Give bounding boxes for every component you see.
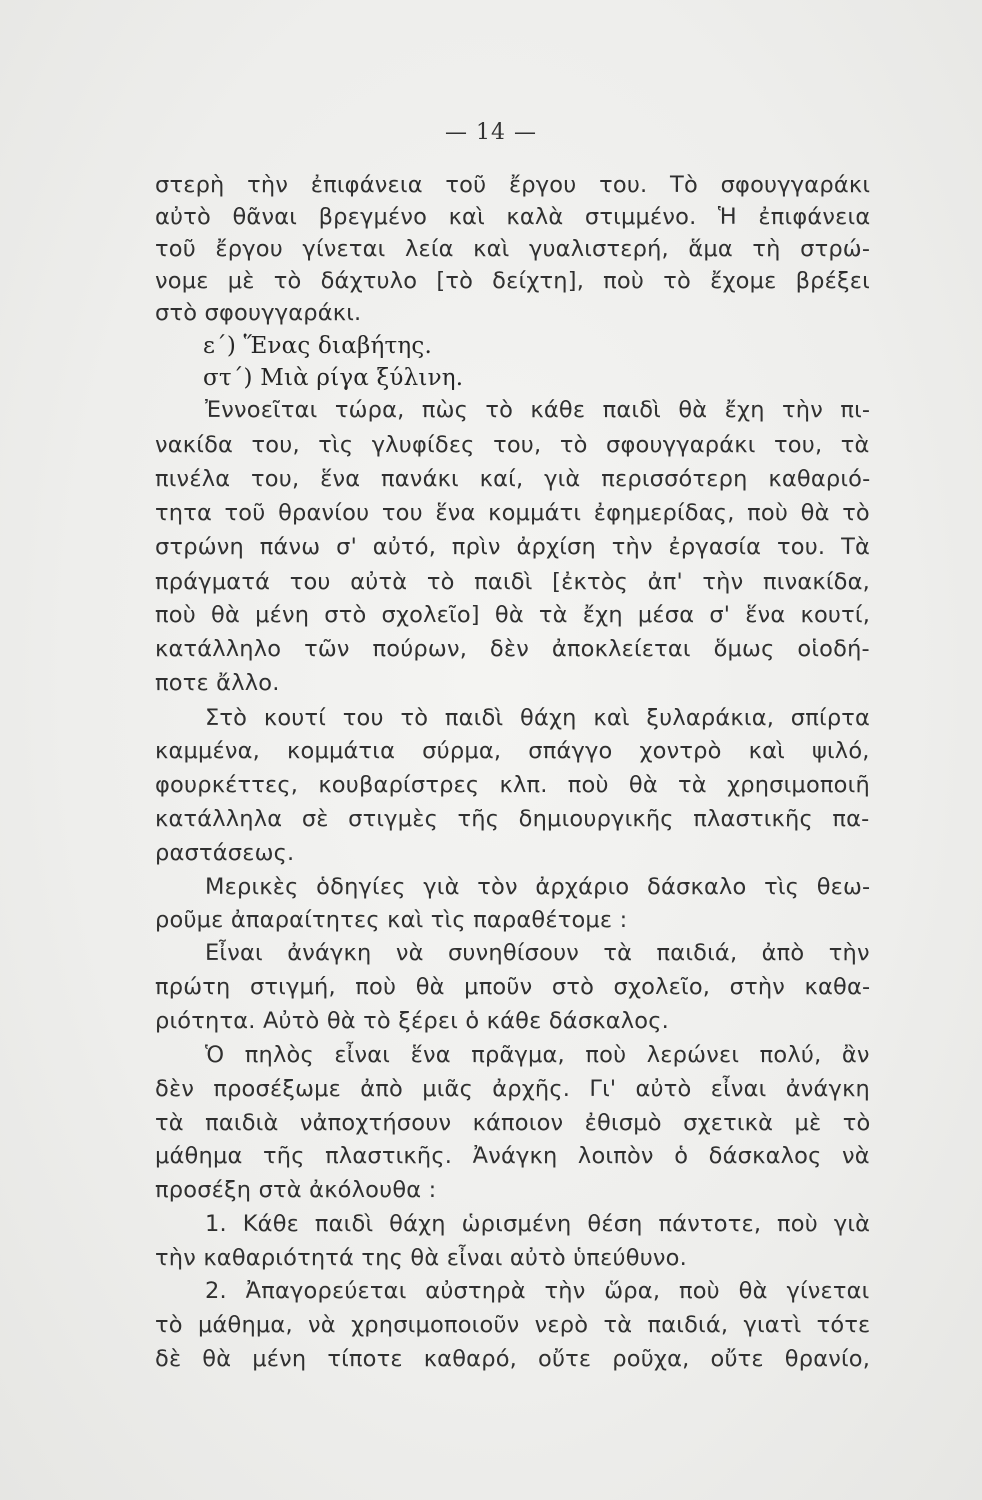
text-line: φουρκέττες, κουβαρίστρες κλπ. ποὺ θὰ τὰ χρησιμοποιῆ <box>155 772 870 798</box>
text-line: τητα τοῦ θρανίου του ἕνα κομμάτι ἐφημερίδας, ποὺ θὰ τὸ <box>155 500 870 526</box>
list-item-heading: ε΄) Ἕνας διαβήτης. <box>203 333 432 359</box>
text-line: στὸ σφουγγαράκι. <box>155 300 362 326</box>
page-number: — 14 — <box>445 120 537 145</box>
text-line: πράγματά του αὐτὰ τὸ παιδὶ [ἐκτὸς ἀπ' τὴν πινακίδα, <box>155 569 870 595</box>
text-line: τὰ παιδιὰ νἀποχτήσουν κάποιον ἐθισμὸ σχετικὰ μὲ τὸ <box>155 1110 871 1136</box>
text-line: αὐτὸ θᾶναι βρεγμένο καὶ καλὰ στιμμένο. Ἡ ἐπιφάνεια <box>155 204 871 230</box>
text-line: δὲν προσέξωμε ἀπὸ μιᾶς ἀρχῆς. Γι' αὐτὸ εἶναι ἀνάγκη <box>155 1076 870 1102</box>
text-line: κατάλληλο τῶν πούρων, δὲν ἀποκλείεται ὅμως οἱοδή- <box>155 636 870 662</box>
text-line: ραστάσεως. <box>155 840 295 866</box>
text-line: ποὺ θὰ μένη στὸ σχολεῖο] θὰ τὰ ἔχη μέσα σ' ἕνα κουτί, <box>155 602 871 628</box>
text-line: Ἐννοεῖται τώρα, πὼς τὸ κάθε παιδὶ θὰ ἔχη τὴν πι- <box>205 397 871 423</box>
text-line: τὸ μάθημα, νὰ χρησιμοποιοῦν νερὸ τὰ παιδιά, γιατὶ τότε <box>155 1312 871 1338</box>
text-line: τοῦ ἔργου γίνεται λεία καὶ γυαλιστερή, ἅμα τὴ στρώ- <box>155 236 871 262</box>
text-line: προσέξη στὰ ἀκόλουθα : <box>155 1177 437 1203</box>
text-line: Μερικὲς ὁδηγίες γιὰ τὸν ἀρχάριο δάσκαλο τὶς θεω- <box>205 874 871 900</box>
text-line: ροῦμε ἀπαραίτητες καὶ τὶς παραθέτομε : <box>155 907 628 933</box>
text-line: 2. Ἀπαγορεύεται αὐστηρὰ τὴν ὥρα, ποὺ θὰ γίνεται <box>205 1278 870 1304</box>
text-line: ποτε ἄλλο. <box>155 670 280 696</box>
text-line: νομε μὲ τὸ δάχτυλο [τὸ δείχτη], ποὺ τὸ ἔχομε βρέξει <box>155 268 870 294</box>
text-line: κατάλληλα σὲ στιγμὲς τῆς δημιουργικῆς πλαστικῆς πα- <box>155 806 870 832</box>
text-line: Εἶναι ἀνάγκη νὰ συνηθίσουν τὰ παιδιά, ἀπὸ τὴν <box>205 940 870 966</box>
text-line: καμμένα, κομμάτια σύρμα, σπάγγο χοντρὸ καὶ ψιλό, <box>155 738 870 764</box>
text-line: μάθημα τῆς πλαστικῆς. Ἀνάγκη λοιπὸν ὁ δάσκαλος νὰ <box>155 1143 870 1169</box>
text-line: 1. Κάθε παιδὶ θάχη ὡρισμένη θέση πάντοτε, ποὺ γιὰ <box>205 1211 871 1237</box>
text-line: Στὸ κουτί του τὸ παιδὶ θάχη καὶ ξυλαράκια, σπίρτα <box>205 705 871 731</box>
text-line: Ὁ πηλὸς εἶναι ἕνα πρᾶγμα, ποὺ λερώνει πολύ, ἂν <box>205 1042 870 1068</box>
text-line: δὲ θὰ μένη τίποτε καθαρό, οὔτε ροῦχα, οὔτε θρανίο, <box>155 1346 871 1372</box>
text-line: πρώτη στιγμή, ποὺ θὰ μποῦν στὸ σχολεῖο, στὴν καθα- <box>155 974 871 1000</box>
list-item-heading: στ΄) Μιὰ ρίγα ξύλινη. <box>203 365 464 391</box>
text-line: στερὴ τὴν ἐπιφάνεια τοῦ ἔργου του. Τὸ σφουγγαράκι <box>155 172 871 198</box>
text-line: τὴν καθαριότητά της θὰ εἶναι αὐτὸ ὑπεύθυνο. <box>155 1245 687 1271</box>
text-line: στρώνη πάνω σ' αὐτό, πρὶν ἀρχίση τὴν ἐργασία του. Τὰ <box>155 534 871 560</box>
text-line: πινέλα του, ἕνα πανάκι καί, γιὰ περισσότερη καθαριό- <box>155 466 871 492</box>
text-line: ριότητα. Αὐτὸ θὰ τὸ ξέρει ὁ κάθε δάσκαλος. <box>155 1008 670 1034</box>
text-line: νακίδα του, τὶς γλυφίδες του, τὸ σφουγγαράκι του, τὰ <box>155 432 870 458</box>
